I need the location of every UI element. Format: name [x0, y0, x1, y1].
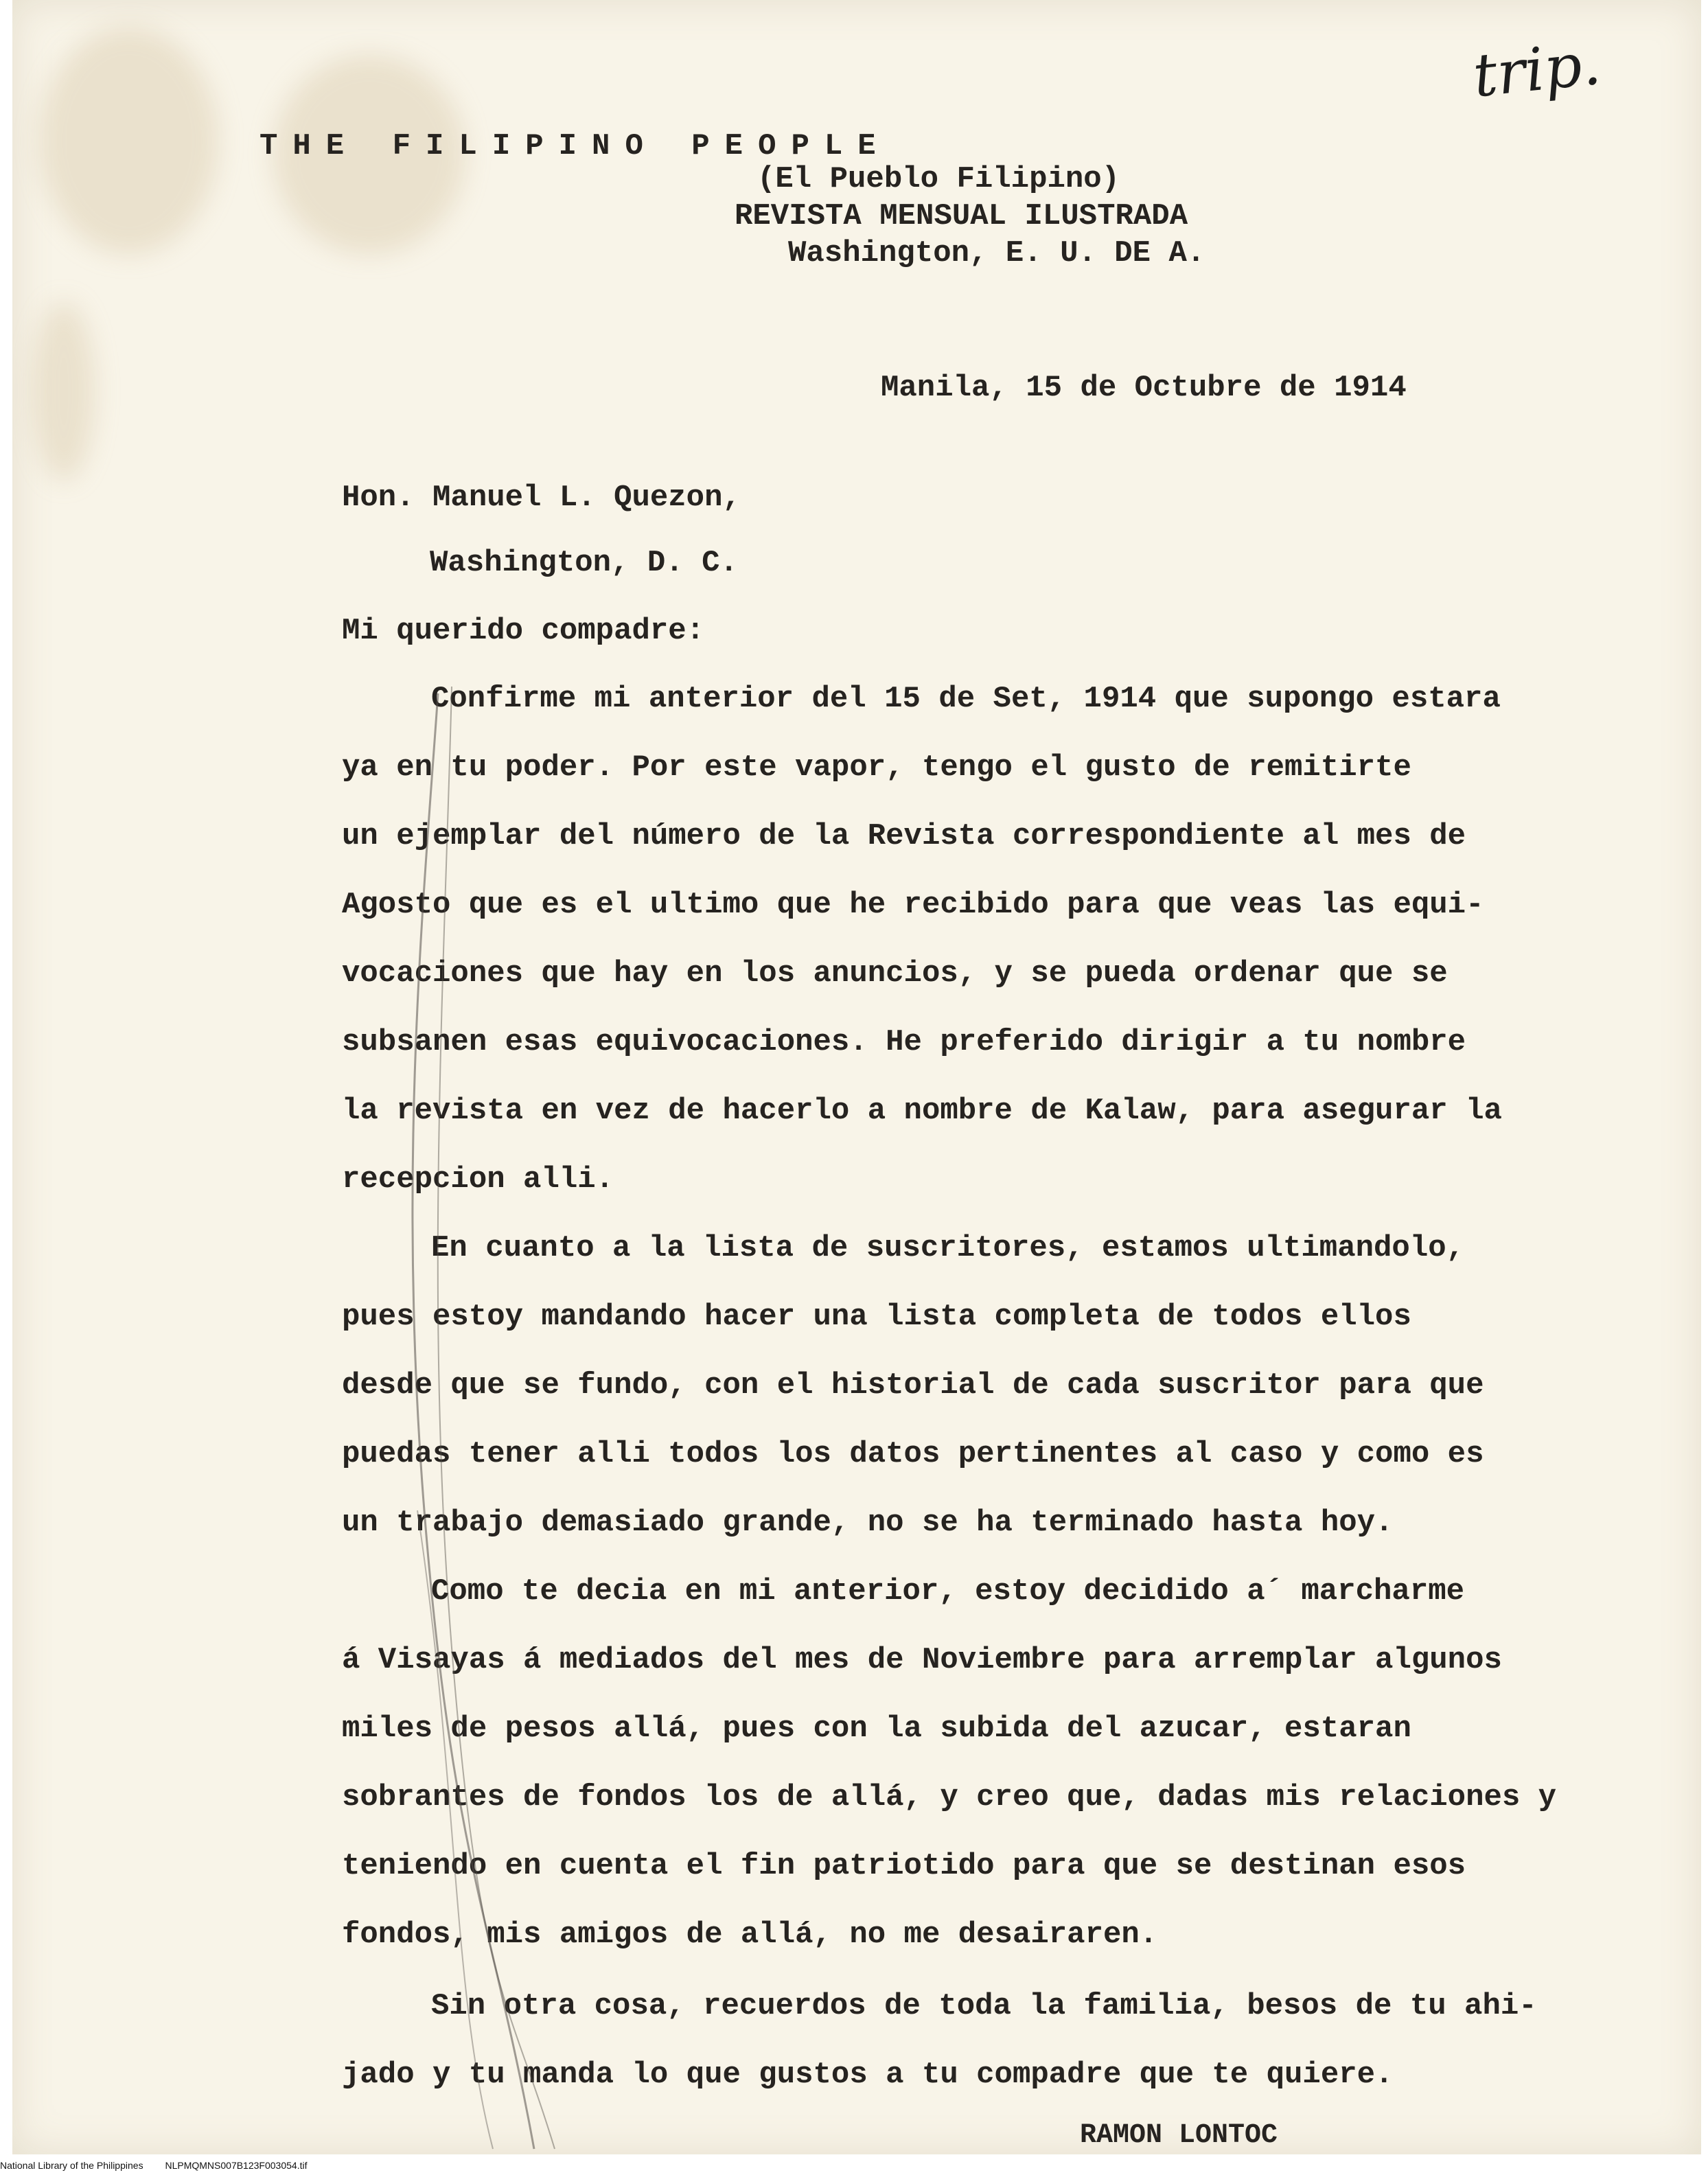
paragraph-line: Confirme mi anterior del 15 de Set, 1914 que supongo estara [431, 682, 1501, 716]
paragraph-line: fondos, mis amigos de allá, no me desairaren. [342, 1918, 1158, 1952]
letterhead-subtitle: (El Pueblo Filipino) [757, 162, 1120, 196]
paragraph-line: á Visayas á mediados del mes de Noviembre para arremplar algunos [342, 1643, 1502, 1677]
paragraph-line: sobrantes de fondos los de allá, y creo que, dadas mis relaciones y [342, 1780, 1557, 1815]
salutation: Mi querido compadre: [342, 614, 705, 648]
addressee-city: Washington, D. C. [430, 546, 738, 580]
letterhead-name: THE FILIPINO PEOPLE [259, 129, 891, 163]
paragraph-3 [342, 1557, 1557, 1969]
letterhead-tagline: REVISTA MENSUAL ILUSTRADA [735, 199, 1188, 233]
handwritten-note: trip. [1470, 29, 1604, 111]
paragraph-line: subsanen esas equivocaciones. He preferido dirigir a tu nombre [342, 1025, 1466, 1059]
signature: RAMON LONTOC [1080, 2120, 1278, 2151]
paragraph-line: ya en tu poder. Por este vapor, tengo el gusto de remitirte [342, 750, 1411, 785]
footer-file-id: NLPMQMNS007B123F003054.tif [165, 2160, 308, 2171]
paragraph-line: jado y tu manda lo que gustos a tu compadre que te quiere. [342, 2058, 1394, 2092]
addressee-name: Hon. Manuel L. Quezon, [342, 481, 741, 515]
paragraph-4 [342, 1972, 1550, 2109]
footer-institution: National Library of the Philippines [0, 2160, 143, 2171]
water-stain [33, 302, 95, 481]
paragraph-line: En cuanto a la lista de suscritores, estamos ultimandolo, [431, 1231, 1465, 1265]
letter-page [12, 0, 1701, 2154]
paragraph-line: vocaciones que hay en los anuncios, y se pueda ordenar que se [342, 956, 1448, 991]
paragraph-line: la revista en vez de hacerlo a nombre de Kalaw, para asegurar la [342, 1094, 1502, 1128]
letter-date: Manila, 15 de Octubre de 1914 [881, 371, 1407, 405]
paragraph-line: miles de pesos allá, pues con la subida del azucar, estaran [342, 1712, 1411, 1746]
paragraph-line: Agosto que es el ultimo que he recibido para que veas las equi- [342, 888, 1484, 922]
paragraph-line: pues estoy mandando hacer una lista completa de todos ellos [342, 1300, 1411, 1334]
paragraph-line: puedas tener alli todos los datos pertinentes al caso y como es [342, 1437, 1484, 1471]
paragraph-line: teniendo en cuenta el fin patriotido para que se destinan esos [342, 1849, 1466, 1883]
paragraph-line: un trabajo demasiado grande, no se ha terminado hasta hoy. [342, 1506, 1394, 1540]
paragraph-line: Sin otra cosa, recuerdos de toda la familia, besos de tu ahi- [431, 1989, 1537, 2023]
paragraph-line: recepcion alli. [342, 1162, 614, 1197]
paragraph-line: un ejemplar del número de la Revista correspondiente al mes de [342, 819, 1466, 853]
paragraph-line: desde que se fundo, con el historial de cada suscritor para que [342, 1368, 1484, 1403]
paragraph-line: Como te decia en mi anterior, estoy decidido a´ marcharme [431, 1574, 1465, 1609]
paragraph-1 [342, 665, 1550, 1214]
archive-footer [0, 2160, 481, 2171]
paragraph-2 [342, 1214, 1550, 1557]
letterhead-location: Washington, E. U. DE A. [788, 236, 1205, 271]
